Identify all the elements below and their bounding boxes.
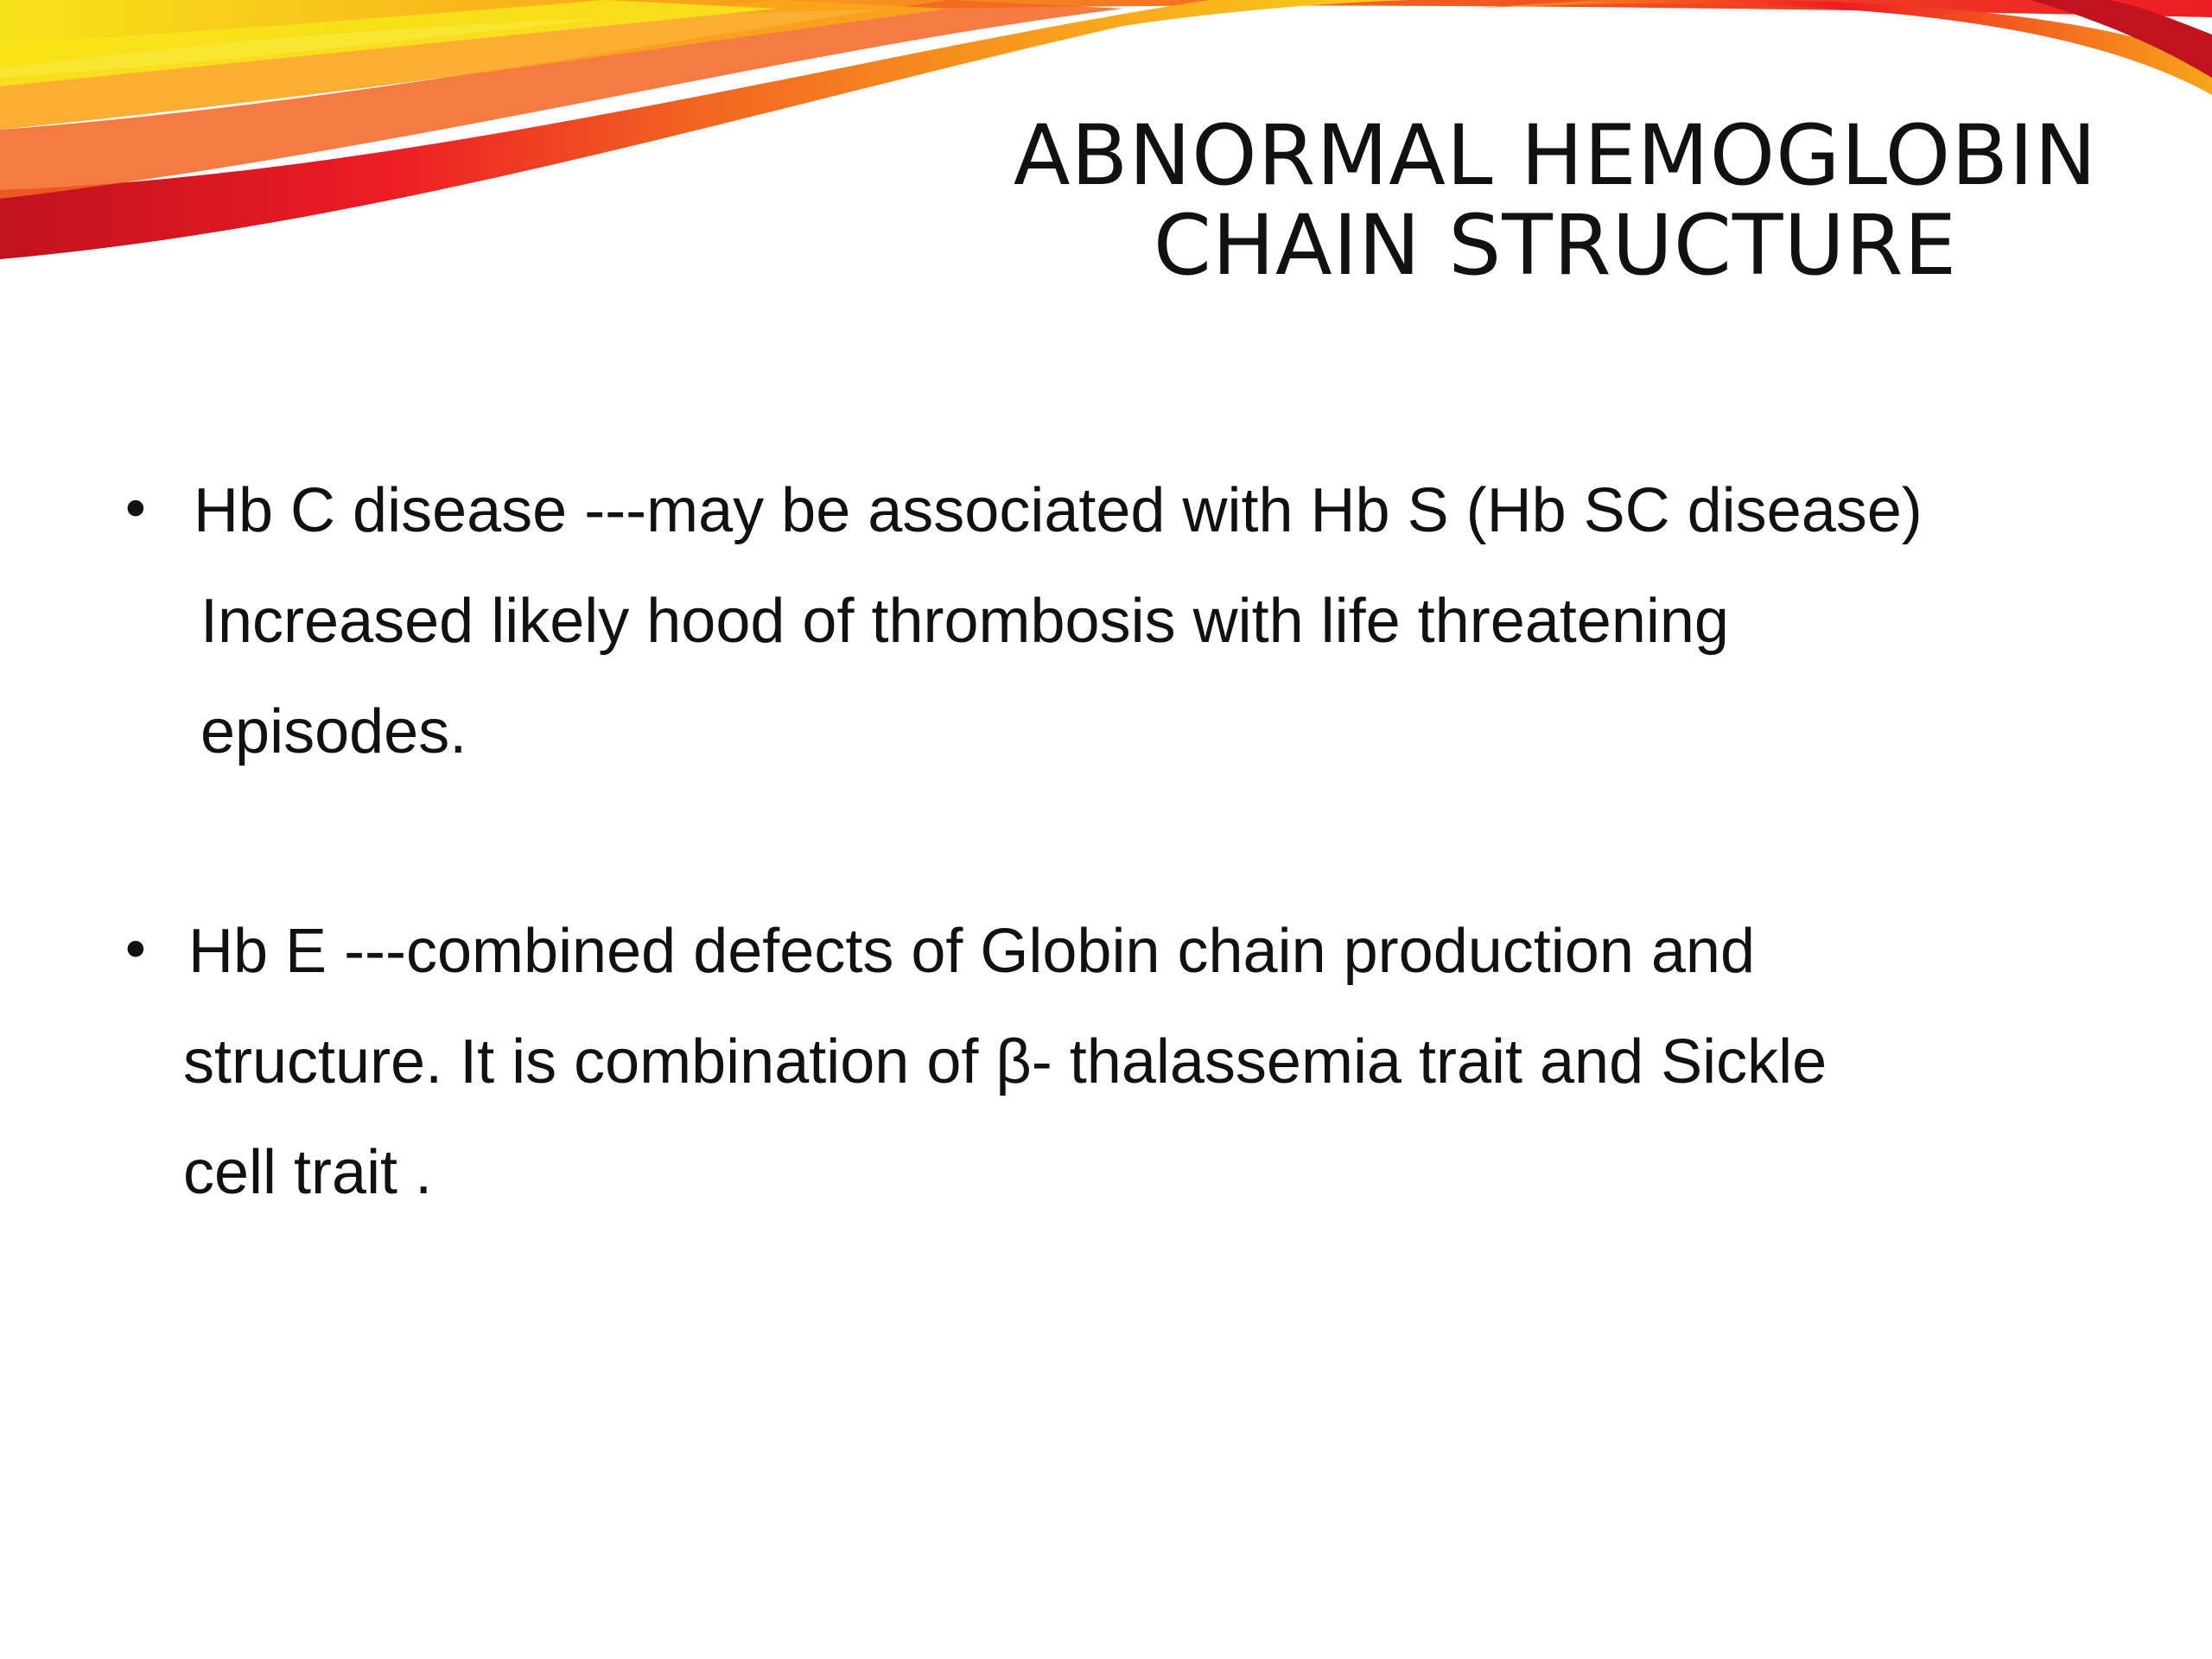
bullet-line: Hb C disease ---may be associated with Hb S (Hb SC disease) [194,476,1923,545]
title-line-1: ABNORMAL HEMOGLOBIN [1013,107,2098,204]
title-line-2: CHAIN STRUCTURE [1153,197,1958,294]
bullet-line: structure. It is combination of β- thalassemia trait and Sickle [183,1027,1827,1096]
bullet-line: cell trait . [183,1138,433,1207]
bullet-marker: • [119,479,152,543]
bullet-line: Hb E ---combined defects of Globin chain production and [188,917,1756,986]
bullet-line: episodes. [200,697,467,766]
bullet-marker: • [119,919,152,983]
bullet-line: Increased likely hood of thrombosis with life threatening [200,587,1729,656]
